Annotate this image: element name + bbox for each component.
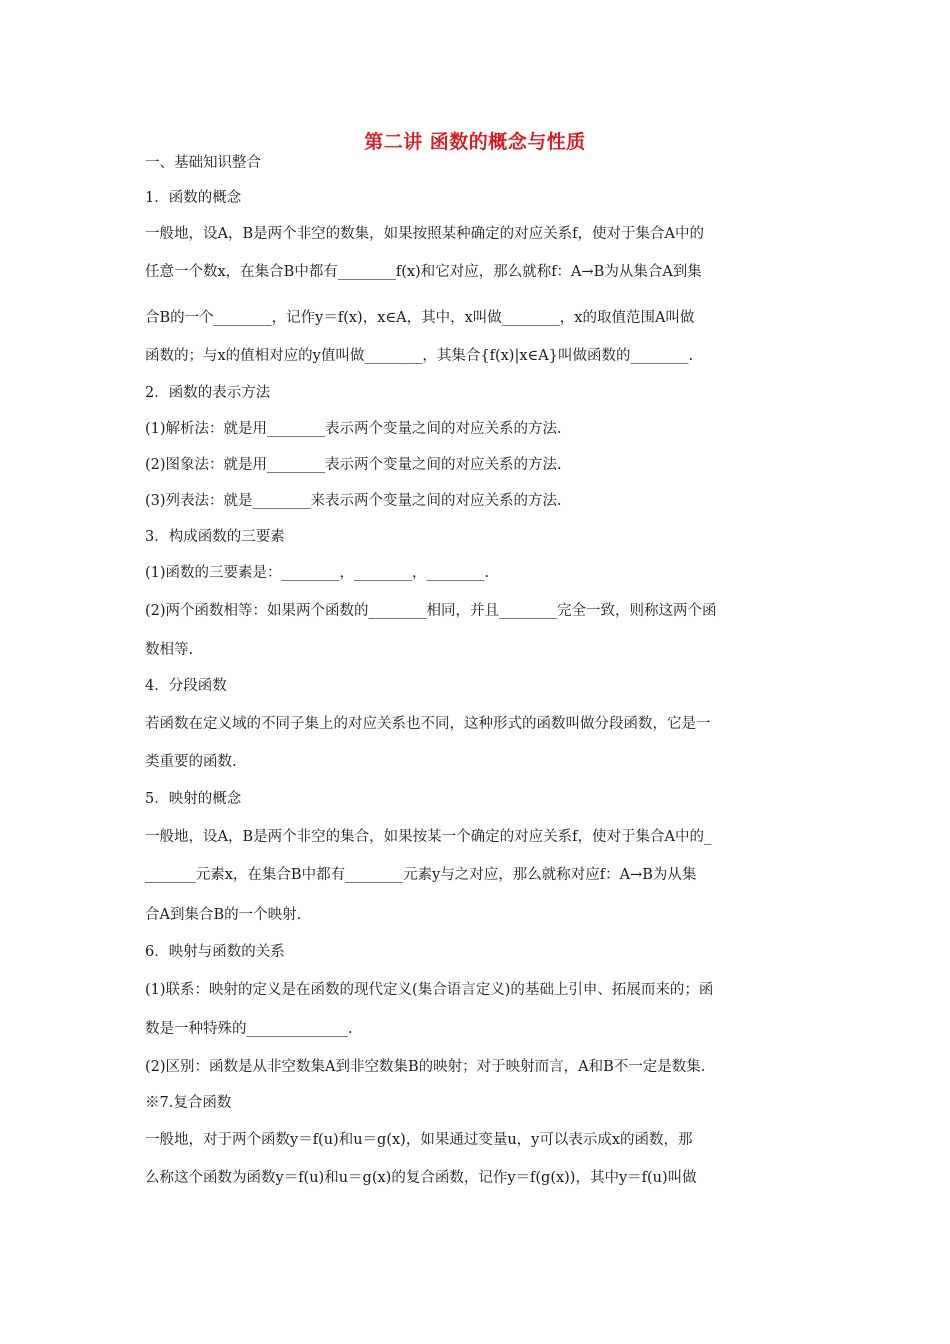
heading-piecewise: 4．分段函数 (145, 678, 227, 694)
heading-three-elements: 3．构成函数的三要素 (145, 529, 285, 545)
paragraph-line: 一般地，设A，B是两个非空的数集，如果按照某种确定的对应关系f，使对于集合A中的 (145, 226, 704, 242)
page-title: 第二讲 函数的概念与性质 (364, 131, 586, 153)
heading-representation: 2．函数的表示方法 (145, 385, 271, 401)
paragraph-line: 任意一个数x，在集合B中都有________f(x)和它对应，那么就称f：A→B为从集合A到集 (145, 264, 702, 280)
paragraph-line: (1)函数的三要素是：________，________，________. (145, 565, 490, 581)
paragraph-line: 合B的一个________，记作y＝f(x)，x∈A，其中，x叫做________，x的取值范围A叫做 (145, 310, 695, 326)
paragraph-line: 么称这个函数为函数y＝f(u)和u＝g(x)的复合函数，记作y＝f(g(x))，其中y＝f(u)叫做 (145, 1170, 697, 1186)
paragraph-line: 函数的；与x的值相对应的y值叫做________，其集合{f(x)|x∈A}叫做函数的________. (145, 348, 694, 364)
paragraph-line: 一般地，对于两个函数y＝f(u)和u＝g(x)，如果通过变量u，y可以表示成x的函数，那 (145, 1132, 693, 1148)
paragraph-line: 一般地，设A，B是两个非空的集合，如果按某一个确定的对应关系f，使对于集合A中的_ (145, 829, 712, 845)
paragraph-line: _______元素x，在集合B中都有________元素y与之对应，那么就称对应f：A→B为从集 (145, 867, 697, 883)
paragraph-line: (1)联系：映射的定义是在函数的现代定义(集合语言定义)的基础上引申、拓展而来的；函 (145, 982, 714, 998)
paragraph-line: 类重要的函数. (145, 754, 237, 770)
paragraph-line: (2)区别：函数是从非空数集A到非空数集B的映射；对于映射而言，A和B不一定是数集. (145, 1059, 706, 1075)
paragraph-line: 合A到集合B的一个映射. (145, 907, 302, 923)
paragraph-line: (2)图象法：就是用________表示两个变量之间的对应关系的方法. (145, 457, 562, 473)
heading-composite-function: ※7.复合函数 (145, 1095, 232, 1111)
paragraph-line: 数相等. (145, 642, 194, 658)
paragraph-line: 数是一种特殊的______________. (145, 1021, 353, 1037)
heading-mapping: 5．映射的概念 (145, 791, 242, 807)
heading-mapping-function-relation: 6．映射与函数的关系 (145, 944, 285, 960)
section-heading-basics: 一、基础知识整合 (145, 155, 261, 171)
paragraph-line: 若函数在定义域的不同子集上的对应关系也不同，这种形式的函数叫做分段函数，它是一 (145, 716, 711, 732)
paragraph-line: (1)解析法：就是用________表示两个变量之间的对应关系的方法. (145, 421, 562, 437)
paragraph-line: (2)两个函数相等：如果两个函数的________相同，并且________完全一致，则称这两个函 (145, 603, 717, 619)
paragraph-line: (3)列表法：就是________来表示两个变量之间的对应关系的方法. (145, 493, 562, 509)
heading-function-concept: 1．函数的概念 (145, 190, 242, 206)
